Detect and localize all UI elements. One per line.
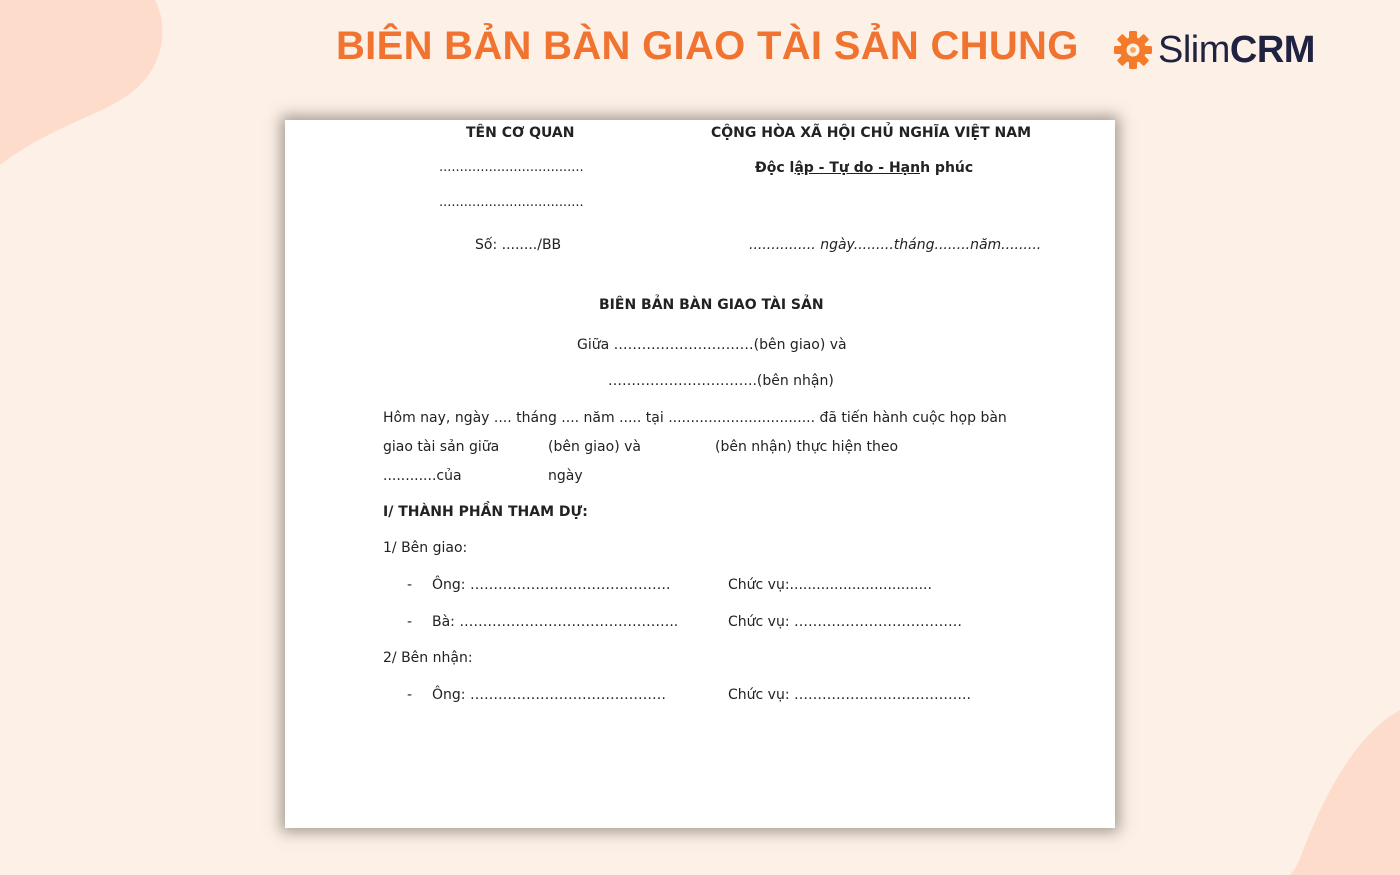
org-line-2: ................................... — [439, 195, 584, 210]
document-page — [285, 120, 1115, 828]
org-line-1: ................................... — [439, 160, 584, 175]
banner-title: BIÊN BẢN BÀN GIAO TÀI SẢN CHUNG — [336, 24, 1079, 68]
bullet: - — [407, 577, 413, 593]
party-giao-label: 1/ Bên giao: — [383, 540, 468, 556]
national-motto — [755, 160, 973, 176]
logo-wordmark — [1158, 29, 1315, 72]
decorative-blob-bottom-right — [1285, 695, 1400, 875]
logo-crm: CRM — [1229, 28, 1315, 71]
nhan-ong-position-field: Chức vụ: ……………………………….. — [728, 687, 971, 703]
section-attendees-title: I/ THÀNH PHẦN THAM DỰ: — [383, 504, 588, 520]
giao-ong-name-field: Ông: ……………………………………. — [432, 577, 671, 593]
motto-part-3: h phúc — [920, 160, 974, 176]
bullet: - — [407, 614, 413, 630]
intro-line-2c: (bên nhận) thực hiện theo — [715, 439, 899, 455]
nhan-ong-name-field: Ông: …………………………………… — [432, 687, 666, 703]
between-line-1: Giữa …………………………(bên giao) và — [577, 337, 847, 353]
giao-ong-position-field: Chức vụ:................................ — [728, 577, 932, 593]
decorative-blob-top-left — [0, 0, 170, 170]
giao-ba-name-field: Bà: ……………………………………….. — [432, 614, 679, 630]
bullet: - — [407, 687, 413, 703]
logo-slim: Slim — [1158, 28, 1230, 71]
intro-line-2a: giao tài sản giữa — [383, 439, 500, 455]
intro-line-3b: ngày — [548, 468, 583, 484]
gear-icon — [1112, 29, 1154, 71]
nation-title: CỘNG HÒA XÃ HỘI CHỦ NGHĨA VIỆT NAM — [711, 125, 1032, 141]
motto-part-1: Độc l — [755, 160, 795, 176]
motto-part-2: ập - Tự do - Hạn — [794, 160, 921, 176]
date-line: ............... ngày.........tháng........năm......... — [749, 237, 1042, 253]
intro-line-2b: (bên giao) và — [548, 439, 641, 455]
intro-line-1: Hôm nay, ngày .... tháng .... năm ..... tại ................................. đã tiến hành cuộc họp bàn — [383, 410, 1007, 426]
intro-line-3a: ............của — [383, 468, 462, 484]
slimcrm-logo — [1112, 28, 1315, 72]
giao-ba-position-field: Chức vụ: ……………………………… — [728, 614, 962, 630]
party-nhan-label: 2/ Bên nhận: — [383, 650, 473, 666]
between-line-2: …………………………..(bên nhận) — [608, 373, 834, 389]
document-title: BIÊN BẢN BÀN GIAO TÀI SẢN — [599, 297, 824, 313]
org-label: TÊN CƠ QUAN — [466, 125, 575, 141]
document-number: Số: ......../BB — [475, 237, 562, 253]
